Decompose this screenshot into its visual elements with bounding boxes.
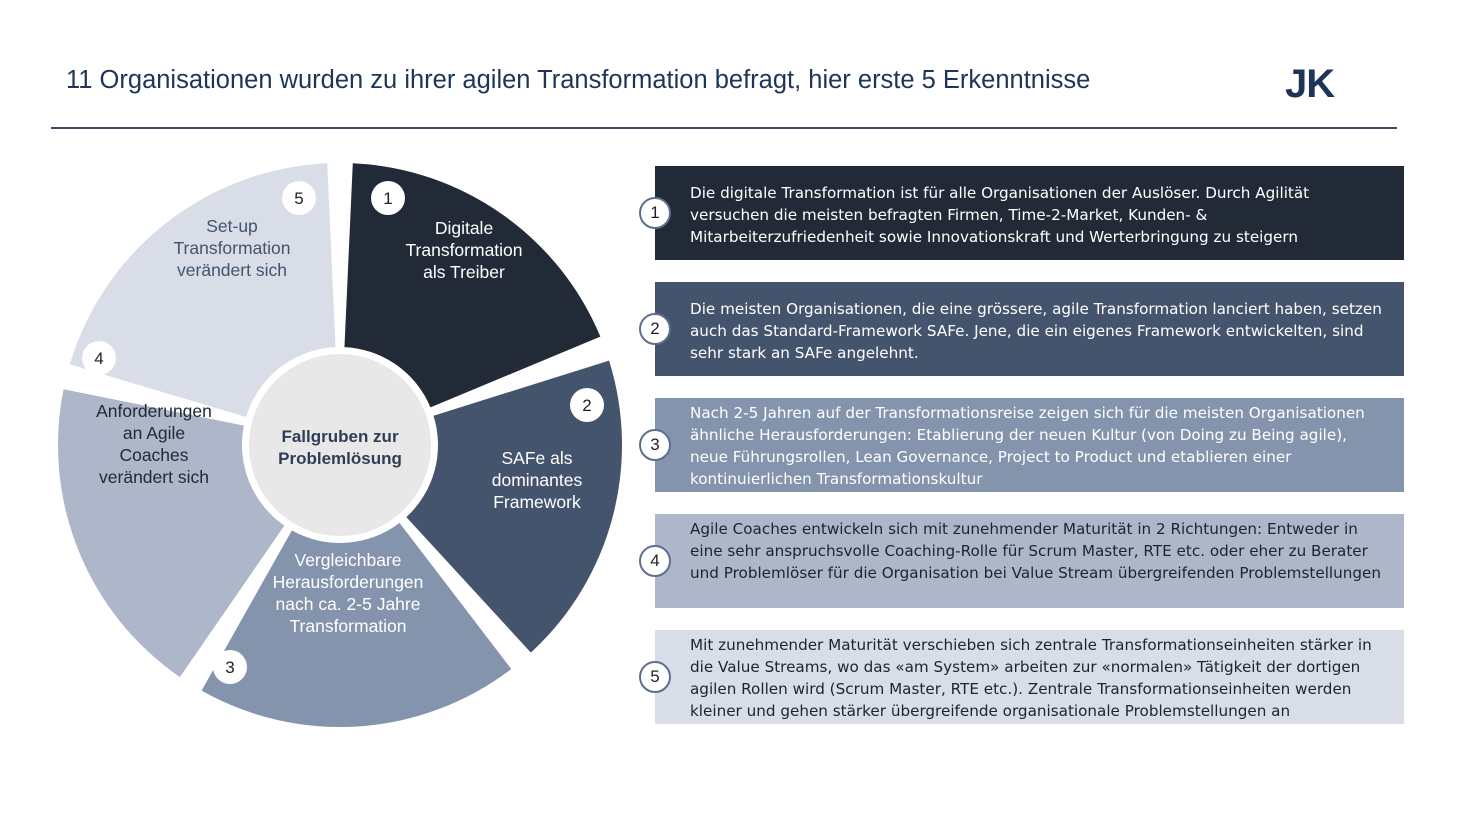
page-title: 11 Organisationen wurden zu ihrer agilen Transformation befragt, hier erste 5 Erkenntnisse [66, 66, 1091, 94]
finding-text: Agile Coaches entwickeln sich mit zunehmender Maturität in 2 Richtungen: Entweder in eine sehr anspruchsvolle Coaching-Rolle für Scrum Master, RTE etc. oder eher zu Berater und Problemlöser für die Organisation bei Value Stream übergreifenden Problemstellungen [690, 520, 1381, 582]
wheel-center-label: Fallgruben zur Problemlösung [278, 427, 402, 468]
finding-box-5 [655, 630, 1404, 724]
finding-number-badge: 4 [639, 545, 671, 577]
finding-number-badge: 2 [639, 313, 671, 345]
pitfalls-wheel-diagram [0, 0, 640, 760]
finding-text: Nach 2-5 Jahren auf der Transformationsreise zeigen sich für die meisten Organisationen ähnliche Herausforderungen: Etablierung der neuen Kultur (von Doing zu Being agile), neue Führungsrollen, Lean Governance, Project to Product und etablieren einer kontinuierlichen Transformationskultur [690, 404, 1365, 488]
wheel-number-badge-4 [82, 341, 116, 375]
wheel-segment-label-5: Set-up Transformation verändert sich [173, 216, 291, 280]
finding-text: Die meisten Organisationen, die eine grössere, agile Transformation lanciert haben, setzen auch das Standard-Framework SAFe. Jene, die ein eigenes Framework entwickelten, sind sehr stark an SAFe angelehnt. [690, 300, 1382, 362]
finding-number-badge: 5 [639, 661, 671, 693]
svg-text:5: 5 [294, 189, 304, 208]
wheel-number-badge-2 [570, 388, 604, 422]
finding-box-4 [655, 514, 1404, 608]
wheel-number-badge-5 [282, 181, 316, 215]
finding-number-badge: 3 [639, 429, 671, 461]
finding-box-1 [655, 166, 1404, 260]
svg-text:4: 4 [94, 349, 104, 368]
finding-box-3 [655, 398, 1404, 492]
wheel-segment-label-2: SAFe als dominantes Framework [491, 448, 583, 512]
finding-number-badge: 1 [639, 197, 671, 229]
finding-text: Mit zunehmender Maturität verschieben sich zentrale Transformationseinheiten stärker in die Value Streams, wo das «am System» arbeiten zur «normalen» Tätigkeit der dortigen agilen Rollen wird (Scrum Master, RTE etc.). Zentrale Transformationseinheiten werden kleiner und gehen stärker übergreifende organisationale Problemstellungen an [690, 636, 1372, 720]
wheel-segment-label-3: Vergleichbare Herausforderungen nach ca. 2-5 Jahre Transformation [272, 550, 424, 636]
finding-text: Die digitale Transformation ist für alle Organisationen der Auslöser. Durch Agilität versuchen die meisten befragten Firmen, Time-2-Market, Kunden- & Mitarbeiterzufriedenheit sowie Innovationskraft und Werterbringung zu steigern [690, 184, 1310, 246]
wheel-segment-label-1: Digitale Transformation als Treiber [405, 218, 523, 282]
svg-text:1: 1 [383, 189, 393, 208]
finding-box-2 [655, 282, 1404, 376]
wheel-segment-label-4: Anforderungen an Agile Coaches verändert sich [96, 401, 212, 487]
svg-text:3: 3 [225, 658, 235, 677]
wheel-number-badge-1 [371, 181, 405, 215]
logo: JK [1285, 62, 1335, 106]
svg-text:2: 2 [582, 396, 592, 415]
wheel-number-badge-3 [213, 650, 247, 684]
